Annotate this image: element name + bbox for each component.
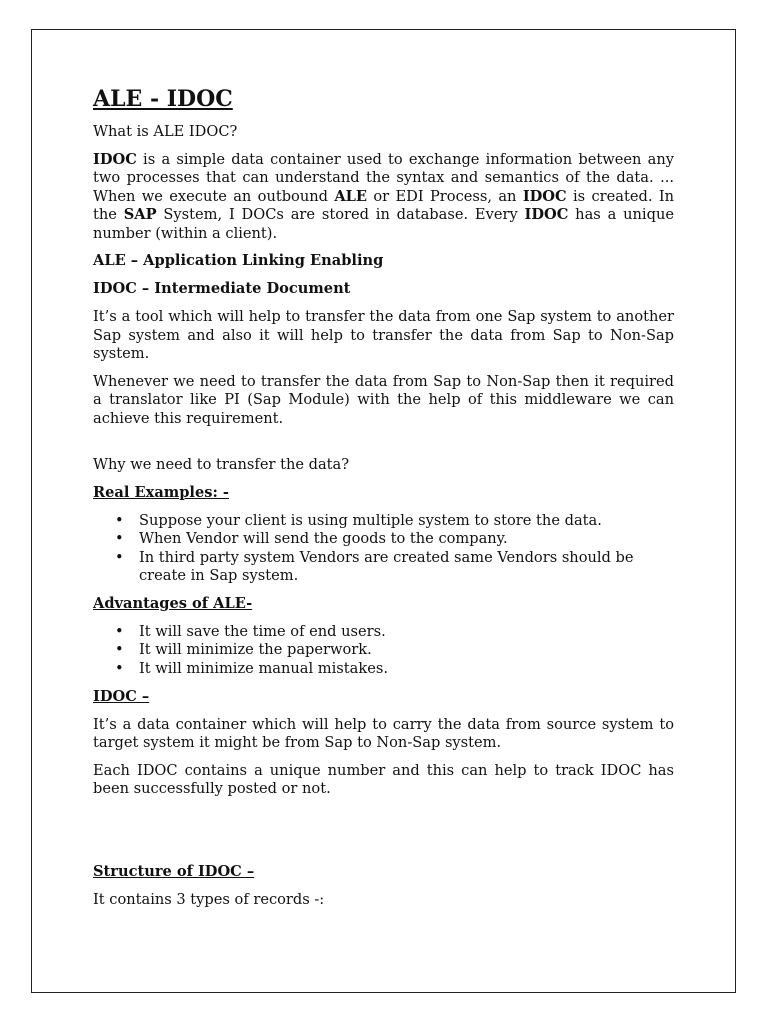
- list-item: [115, 512, 674, 530]
- bullet-icon: •: [115, 659, 124, 677]
- structure-heading: Structure of IDOC –: [93, 863, 255, 881]
- blank-space: [93, 808, 674, 863]
- list-item-text: When Vendor will send the goods to the company.: [139, 530, 508, 548]
- idoc-section-heading: IDOC –: [93, 687, 150, 705]
- list-item: [115, 641, 674, 659]
- question-what-is-ale-idoc: What is ALE IDOC?: [93, 123, 238, 140]
- list-item: [115, 659, 674, 678]
- text-run: is a simple data container used to exchange information between any two processes that can understand the syntax and semantics of the data. ... When we execute an outbound: [93, 150, 674, 205]
- ale-definition: ALE – Application Linking Enabling: [93, 252, 384, 270]
- advantages-heading: Advantages of ALE-: [93, 595, 253, 613]
- real-examples-list: [93, 512, 674, 586]
- list-item-text: It will minimize the paperwork.: [139, 641, 372, 659]
- list-item: [115, 530, 674, 548]
- list-item-text: It will minimize manual mistakes.: [139, 659, 388, 677]
- tool-paragraph: It’s a tool which will help to transfer the data from one Sap system to another Sap system and also it will help to transfer the data from Sap to Non-Sap system.: [93, 308, 674, 363]
- blank-line: [93, 438, 674, 457]
- idoc-container-paragraph: It’s a data container which will help to carry the data from source system to target system it might be from Sap to Non-Sap system.: [93, 715, 674, 752]
- bold-term: ALE: [334, 187, 368, 205]
- real-examples-heading: Real Examples: -: [93, 484, 229, 502]
- bullet-icon: •: [115, 641, 124, 659]
- text-run: or EDI Process, an: [367, 187, 523, 205]
- text-run: has a unique number (within a client).: [93, 206, 674, 242]
- list-item-text: It will save the time of end users.: [139, 623, 386, 641]
- advantages-list: [93, 623, 674, 678]
- list-item: [115, 623, 674, 641]
- list-item: [115, 548, 674, 586]
- bold-term: IDOC: [524, 206, 569, 224]
- question-why-transfer: Why we need to transfer the data?: [93, 456, 350, 474]
- document-title: ALE - IDOC: [93, 86, 233, 112]
- idoc-definition: IDOC – Intermediate Document: [93, 280, 351, 298]
- bullet-icon: •: [115, 623, 124, 641]
- bullet-icon: •: [115, 548, 124, 566]
- bold-term: IDOC: [93, 150, 137, 168]
- translator-paragraph: Whenever we need to transfer the data from Sap to Non-Sap then it required a translator like PI (Sap Module) with the help of this middleware we can achieve this requirement.: [93, 372, 674, 427]
- list-item-text: In third party system Vendors are created same Vendors should be create in Sap system.: [139, 548, 634, 585]
- text-run: System, I DOCs are stored in database. Every: [156, 206, 525, 224]
- bold-term: IDOC: [522, 187, 567, 205]
- list-item-text: Suppose your client is using multiple system to store the data.: [139, 512, 602, 529]
- text-run: is created. In the: [93, 187, 674, 224]
- idoc-intro-paragraph: [93, 151, 674, 243]
- bold-term: SAP: [123, 206, 157, 224]
- bullet-icon: •: [115, 512, 124, 529]
- bullet-icon: •: [115, 530, 124, 548]
- structure-text: It contains 3 types of records -:: [93, 891, 325, 909]
- document-body: [93, 84, 674, 919]
- idoc-unique-number-paragraph: Each IDOC contains a unique number and this can help to track IDOC has been successfully posted or not.: [93, 761, 674, 798]
